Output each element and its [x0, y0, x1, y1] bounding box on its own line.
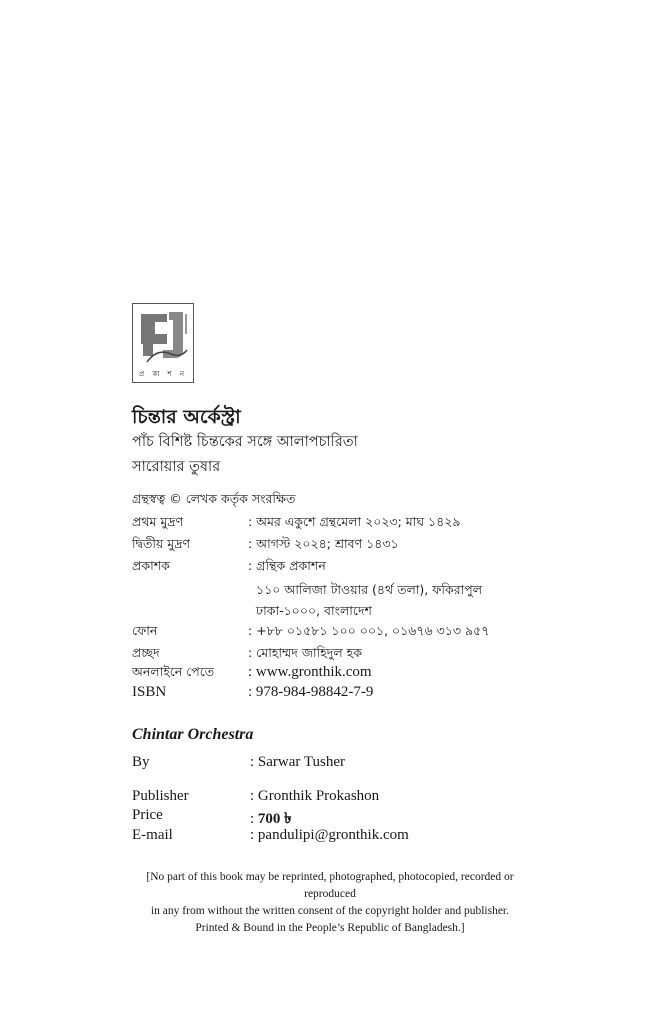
logo-mark-icon: [133, 304, 193, 370]
detail-label: ফোন: [132, 623, 158, 638]
detail-label: অনলাইনে পেতে: [132, 664, 215, 679]
book-author-bn: সারোয়ার তুষার: [132, 459, 221, 475]
detail-label: প্রচ্ছদ: [132, 645, 160, 660]
by-label: By: [132, 754, 150, 770]
price-colon: :: [250, 811, 258, 827]
notice-line-1: [No part of this book may be reprinted, photographed, photocopied, recorded or reproduced: [146, 871, 514, 900]
address-line-1: ১১০ আলিজা টাওয়ার (৪র্থ তলা), ফকিরাপুল: [256, 582, 483, 597]
copyright-line: গ্রন্থস্বত্ব © লেখক কর্তৃক সংরক্ষিত: [132, 491, 296, 506]
detail-value: : গ্রন্থিক প্রকাশন: [248, 558, 326, 573]
email-label: E-mail: [132, 827, 173, 843]
email-value: : pandulipi@gronthik.com: [250, 827, 409, 843]
book-title-bn: চিন্তার অর্কেস্ট্রা: [132, 406, 241, 428]
website-value: : www.gronthik.com: [248, 664, 372, 680]
book-subtitle-bn: পাঁচ বিশিষ্ট চিন্তকের সঙ্গে আলাপচারিতা: [132, 434, 358, 450]
publisher-logo: [132, 303, 194, 383]
notice-line-3: Printed & Bound in the People’s Republic of Bangladesh.]: [195, 922, 465, 934]
rights-notice: [120, 869, 540, 937]
isbn-value: : 978-984-98842-7-9: [248, 684, 374, 700]
price-label: Price: [132, 807, 163, 823]
book-title-en: Chintar Orchestra: [132, 726, 254, 743]
publisher-label: Publisher: [132, 788, 189, 804]
logo-caption: প্র কা শ ন: [138, 370, 188, 378]
detail-value: : আগস্ট ২০২৪; শ্রাবণ ১৪৩১: [248, 536, 399, 551]
price-value: 700 ৳: [257, 811, 292, 827]
detail-value: : অমর একুশে গ্রন্থমেলা ২০২৩; মাঘ ১৪২৯: [248, 514, 461, 529]
detail-label: প্রথম মুদ্রণ: [132, 514, 184, 529]
isbn-label: ISBN: [132, 684, 167, 700]
detail-value: : +৮৮ ০১৫৮১ ১০০ ০০১, ০১৬৭৬ ৩১৩ ৯৫৭: [248, 623, 490, 638]
by-value: : Sarwar Tusher: [250, 754, 346, 770]
detail-label: দ্বিতীয় মুদ্রণ: [132, 536, 191, 551]
detail-value: : মোহাম্মদ জাহিদুল হক: [248, 645, 362, 660]
address-line-2: ঢাকা-১০০০, বাংলাদেশ: [256, 603, 372, 618]
notice-line-2: in any from without the written consent of the copyright holder and publisher.: [150, 905, 510, 917]
detail-label: প্রকাশক: [132, 558, 170, 573]
publisher-value: : Gronthik Prokashon: [250, 788, 380, 804]
